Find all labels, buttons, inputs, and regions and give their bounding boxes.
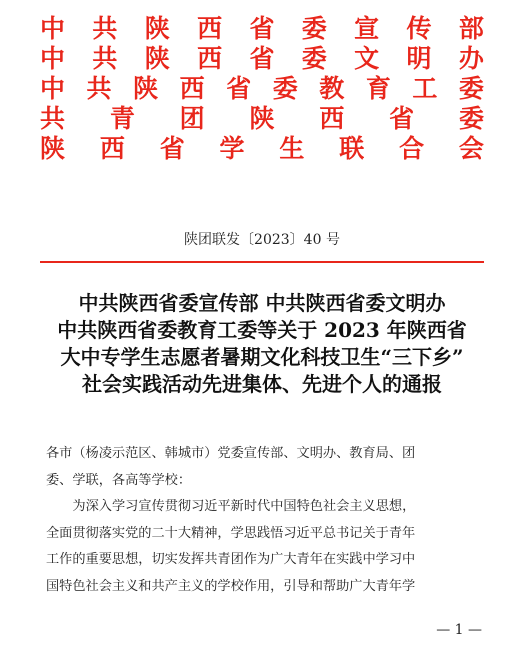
issuer-header [40, 14, 484, 164]
issuer-line-1: 中 共 陕 西 省 委 宣 传 部 [40, 14, 484, 43]
title-line-1: 中共陕西省委宣传部 中共陕西省委文明办 [78, 291, 446, 315]
title-line-2: 中共陕西省委教育工委等关于 2023 年陕西省 [57, 318, 467, 342]
body-line-3: 工作的重要思想，切实发挥共青团作为广大青年在实践中学习中 [46, 552, 416, 567]
page-number: — 1 — [436, 622, 482, 638]
addressee-line-1: 各市（杨凌示范区、韩城市）党委宣传部、文明办、教育局、团 [46, 446, 416, 461]
addressee-line-2: 委、学联，各高等学校： [46, 472, 192, 488]
title-line-3: 大中专学生志愿者暑期文化科技卫生“三下乡” [60, 345, 464, 369]
title-line-4: 社会实践活动先进集体、先进个人的通报 [82, 372, 442, 396]
document-body [46, 441, 482, 600]
issuer-line-5: 陕 西 省 学 生 联 合 会 [40, 134, 484, 163]
issuer-line-3: 中 共 陕 西 省 委 教 育 工 委 [40, 74, 484, 103]
body-line-1: 为深入学习宣传贯彻习近平新时代中国特色社会主义思想， [72, 499, 416, 514]
red-divider-line [40, 261, 484, 263]
issuer-line-4: 共 青 团 陕 西 省 委 [40, 104, 484, 133]
body-line-4: 国特色社会主义和共产主义的学校作用，引导和帮助广大青年学 [46, 578, 416, 594]
body-line-2: 全面贯彻落实党的二十大精神，学思践悟习近平总书记关于青年 [46, 525, 416, 541]
document-number: 陕团联发〔2023〕40 号 [184, 232, 340, 248]
issuer-line-2: 中 共 陕 西 省 委 文 明 办 [40, 44, 484, 73]
document-title [30, 290, 494, 398]
